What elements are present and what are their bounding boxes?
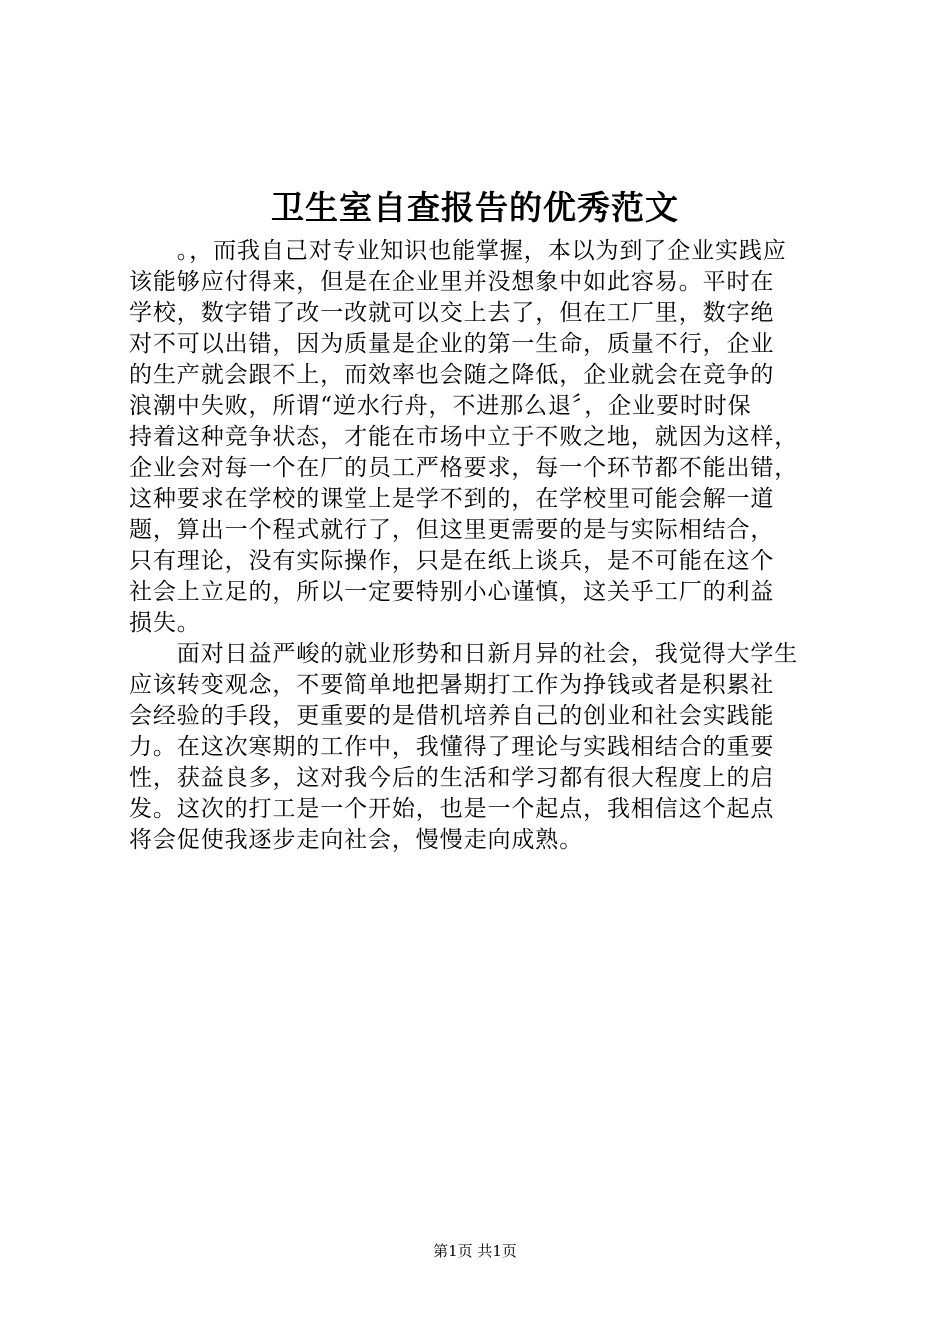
text-line: 题，算出一个程式就行了，但这里更需要的是与实际相结合，: [129, 517, 775, 543]
text-line: 只有理论，没有实际操作，只是在纸上谈兵，是不可能在这个: [129, 548, 775, 574]
text-line: 这种要求在学校的课堂上是学不到的，在学校里可能会解一道: [129, 486, 775, 512]
text-line: 会经验的手段，更重要的是借机培养自己的创业和社会实践能: [129, 703, 775, 729]
text-line: 学校，数字错了改一改就可以交上去了，但在工厂里，数字绝: [129, 300, 775, 326]
text-line: 。，而我自己对专业知识也能掌握，本以为到了企业实践应: [129, 238, 787, 264]
text-line: 将会促使我逐步走向社会，慢慢走向成熟。: [129, 827, 584, 853]
text-line: 损失。: [129, 610, 201, 636]
text-line: 对不可以出错，因为质量是企业的第一生命，质量不行，企业: [129, 331, 775, 357]
text-line: 企业会对每一个在厂的员工严格要求，每一个环节都不能出错，: [129, 455, 799, 481]
text-line: 力。在这次寒期的工作中，我懂得了理论与实践相结合的重要: [129, 734, 775, 760]
text-line: 浪潮中失败，所谓“逆水行舟，不进那么退〞，企业要时时保: [129, 393, 752, 419]
text-line: 应该转变观念，不要简单地把暑期打工作为挣钱或者是积累社: [129, 672, 775, 698]
text-line: 面对日益严峻的就业形势和日新月异的社会，我觉得大学生: [129, 641, 799, 667]
document-body: [129, 236, 833, 856]
text-line: 该能够应付得来，但是在企业里并没想象中如此容易。平时在: [129, 269, 775, 295]
page-footer: 第1页 共1页: [433, 1242, 517, 1260]
text-line: 性，获益良多，这对我今后的生活和学习都有很大程度上的启: [129, 765, 775, 791]
text-line: 的生产就会跟不上，而效率也会随之降低，企业就会在竞争的: [129, 362, 775, 388]
document-title: 卫生室自查报告的优秀范文: [271, 188, 679, 227]
text-line: 持着这种竞争状态，才能在市场中立于不败之地，就因为这样，: [129, 424, 799, 450]
text-line: 发。这次的打工是一个开始，也是一个起点，我相信这个起点: [129, 796, 775, 822]
text-line: 社会上立足的，所以一定要特别小心谨慎，这关乎工厂的利益: [129, 579, 775, 605]
